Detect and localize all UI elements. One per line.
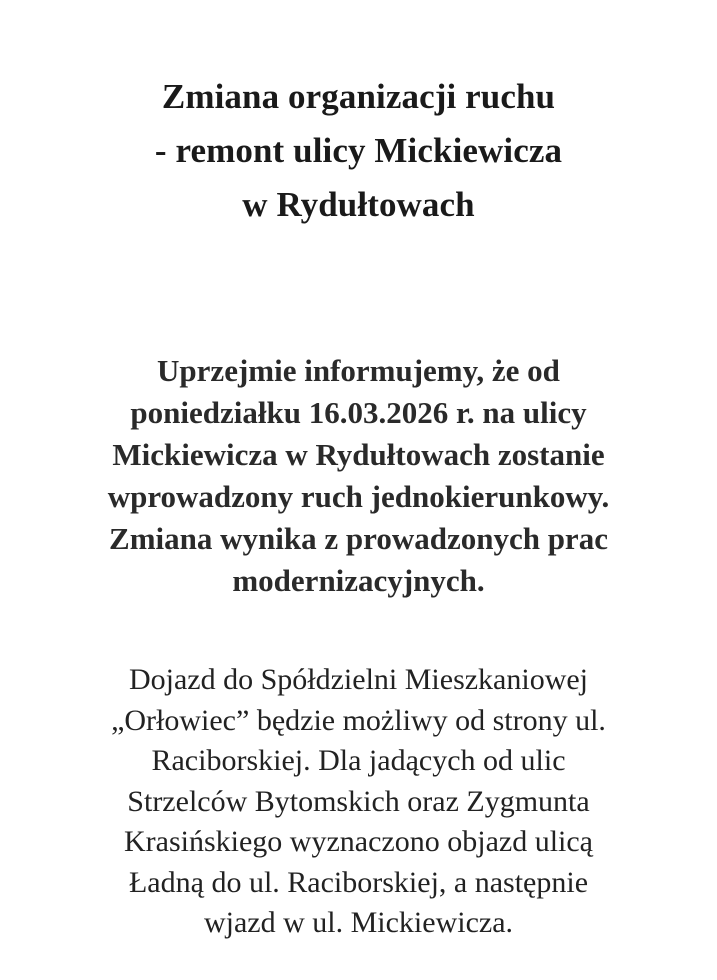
body-line: Dojazd do Spółdzielni Mieszkaniowej: [128, 663, 589, 696]
lead-line: Mickiewicza w Rydułtowach zostanie: [112, 437, 605, 472]
body-line: Strzelców Bytomskich oraz Zygmunta: [127, 784, 590, 818]
lead-line: poniedziałku 16.03.2026 r. na ulicy: [130, 395, 587, 430]
body-line: „Orłowiec” będzie możliwy od strony ul.: [111, 703, 606, 737]
body-line: Krasińskiego wyznaczono objazd ulicą: [124, 825, 593, 858]
lead-line: wprowadzony ruch jednokierunkowy.: [107, 479, 610, 514]
lead-line: Zmiana wynika z prowadzonych prac: [109, 521, 608, 556]
lead-paragraph: [30, 350, 687, 602]
body-paragraph: [30, 660, 687, 944]
title-line: w Rydułtowach: [242, 185, 475, 224]
lead-line: Uprzejmie informujemy, że od: [157, 353, 560, 388]
title-line: - remont ulicy Mickiewicza: [154, 131, 563, 170]
title-line: Zmiana organizacji ruchu: [161, 77, 556, 116]
page-title: [30, 70, 687, 232]
body-line: Ładną do ul. Raciborskiej, a następnie: [128, 865, 589, 899]
body-line: Raciborskiej. Dla jadących od ulic: [151, 744, 566, 777]
lead-line: modernizacyjnych.: [232, 563, 485, 598]
body-line: wjazd w ul. Mickiewicza.: [203, 906, 514, 939]
